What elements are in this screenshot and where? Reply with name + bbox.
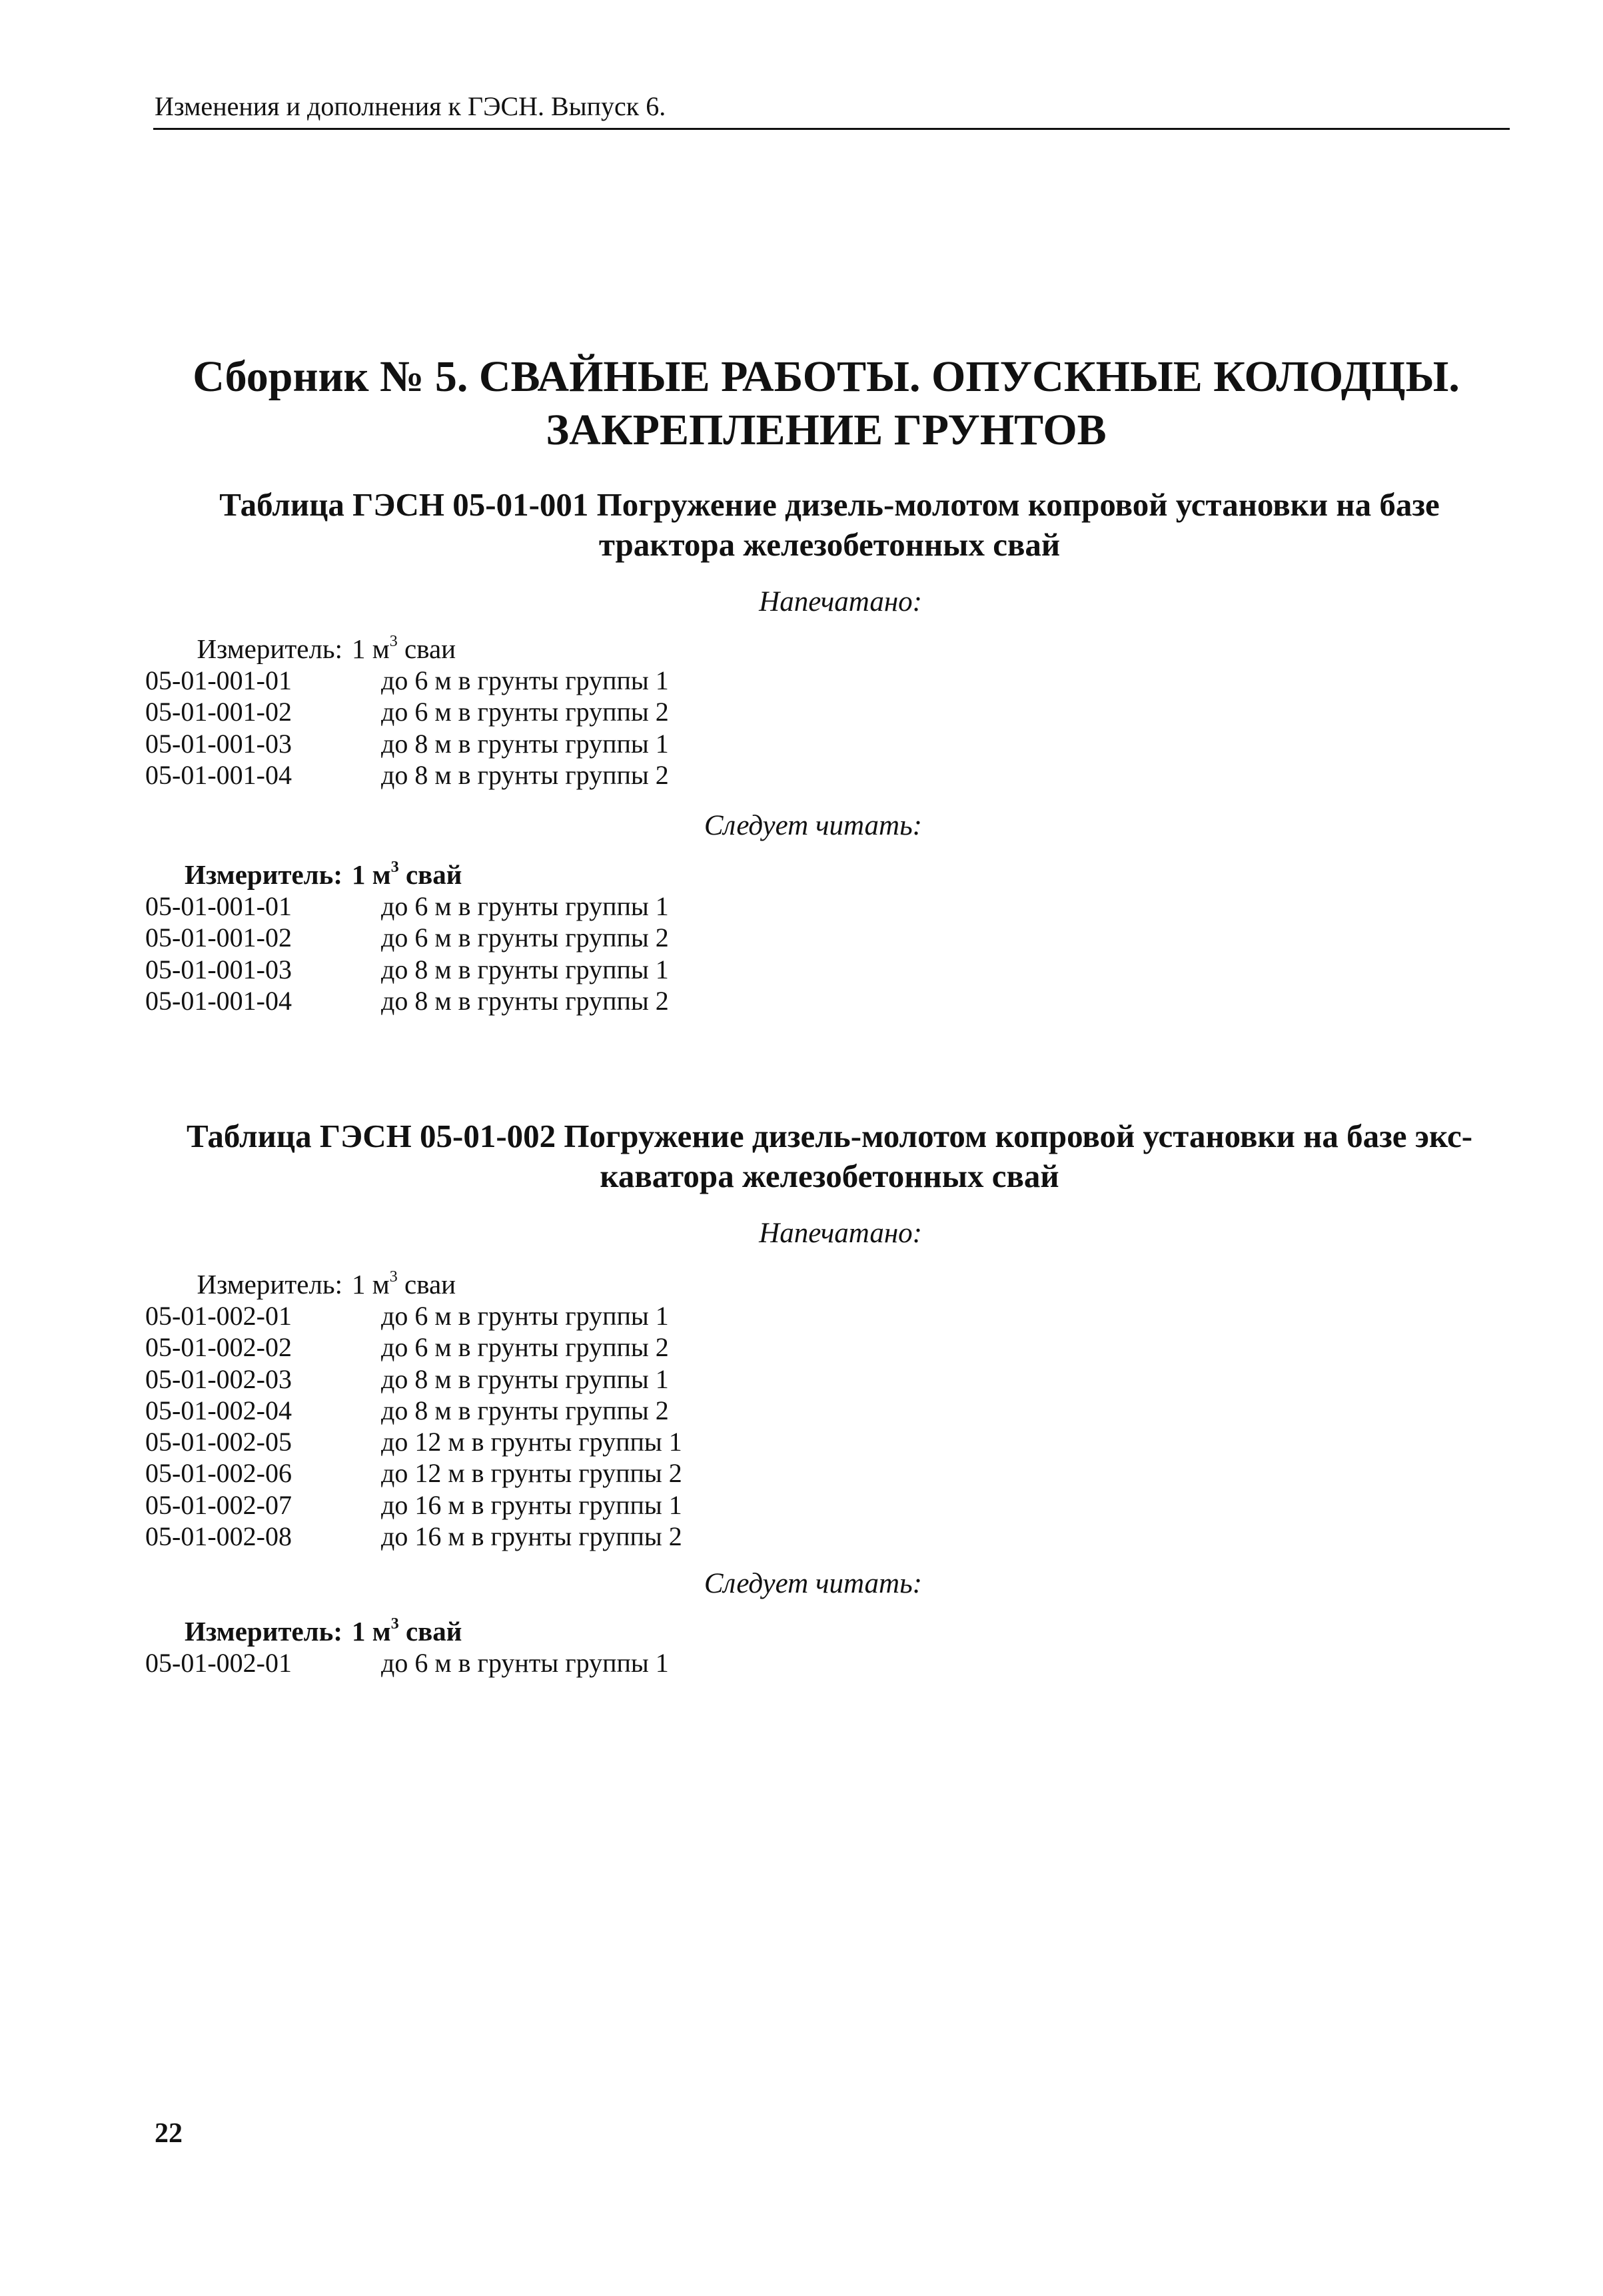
row-desc: до 8 м в грунты группы 1	[381, 1363, 669, 1394]
row-desc: до 6 м в грунты группы 1	[381, 1301, 669, 1331]
table-row	[145, 891, 745, 922]
row-code: 05-01-002-04	[145, 1395, 292, 1425]
table1-printed-block	[145, 633, 745, 791]
table-row	[145, 759, 745, 791]
row-desc: до 8 м в грунты группы 2	[381, 1395, 669, 1425]
row-desc: до 12 м в грунты группы 1	[381, 1427, 682, 1457]
row-desc: до 16 м в грунты группы 1	[381, 1489, 682, 1520]
row-code: 05-01-001-03	[145, 728, 292, 759]
table-row	[145, 1521, 745, 1552]
table-row	[145, 1332, 745, 1363]
row-code: 05-01-001-02	[145, 923, 292, 953]
measure-value: 1 $м^3$ сваи	[352, 633, 456, 664]
row-desc: до 12 м в грунты группы 2	[381, 1458, 682, 1489]
table-row	[145, 665, 745, 696]
measure-value: 1 $м^3$ сваи	[352, 1268, 456, 1300]
table1-title-line1: Таблица ГЭСН 05-01-001 Погружение дизель-молотом копровой установки на базе	[219, 486, 1440, 523]
running-header: Изменения и дополнения к ГЭСН. Выпуск 6.	[155, 91, 666, 121]
table1-title	[140, 485, 1519, 565]
table1-corrected-note: Следует читать:	[704, 810, 922, 841]
row-desc: до 8 м в грунты группы 2	[381, 759, 669, 790]
table1-printed-measure	[145, 633, 745, 665]
row-desc: до 8 м в грунты группы 1	[381, 954, 669, 984]
measure-label: Измеритель:	[197, 1269, 342, 1300]
table-row	[145, 1457, 745, 1489]
measure-label: Измеритель:	[197, 633, 342, 664]
table-row	[145, 1363, 745, 1395]
row-desc: до 6 м в грунты группы 2	[381, 923, 669, 953]
row-code: 05-01-002-05	[145, 1427, 292, 1457]
table-row	[145, 985, 745, 1016]
row-desc: до 16 м в грунты группы 2	[381, 1521, 682, 1552]
table-row	[145, 1426, 745, 1457]
row-desc: до 6 м в грунты группы 2	[381, 1332, 669, 1363]
table2-printed-block	[145, 1269, 745, 1552]
measure-label: Измеритель:	[184, 1616, 342, 1647]
row-desc: до 8 м в грунты группы 2	[381, 985, 669, 1016]
row-code: 05-01-002-06	[145, 1458, 292, 1489]
collection-title	[133, 350, 1519, 457]
table2-corrected-block	[145, 1616, 745, 1679]
row-desc: до 8 м в грунты группы 1	[381, 728, 669, 759]
table-row	[145, 696, 745, 727]
table2-printed-measure	[145, 1269, 745, 1300]
collection-title-line1: Сборник № 5. СВАЙНЫЕ РАБОТЫ. ОПУСКНЫЕ КОЛОДЦЫ.	[193, 352, 1460, 401]
collection-title-line2: ЗАКРЕПЛЕНИЕ ГРУНТОВ	[546, 406, 1107, 454]
table1-corrected-block	[145, 859, 745, 1016]
table1-printed-note: Напечатано:	[759, 586, 922, 617]
table-row	[145, 1395, 745, 1426]
row-code: 05-01-001-01	[145, 891, 292, 921]
row-code: 05-01-002-01	[145, 1648, 292, 1678]
row-desc: до 6 м в грунты группы 1	[381, 665, 669, 695]
row-code: 05-01-002-02	[145, 1332, 292, 1363]
row-desc: до 6 м в грунты группы 1	[381, 1648, 669, 1678]
row-code: 05-01-001-03	[145, 954, 292, 984]
row-desc: до 6 м в грунты группы 1	[381, 891, 669, 921]
table-row	[145, 954, 745, 985]
table-row	[145, 728, 745, 759]
table2-title-line1: Таблица ГЭСН 05-01-002 Погружение дизель-молотом копровой установки на базе экс-	[186, 1118, 1473, 1154]
table-row	[145, 922, 745, 953]
table2-printed-note: Напечатано:	[759, 1218, 922, 1249]
table2-title-line2: каватора железобетонных свай	[600, 1158, 1059, 1194]
row-code: 05-01-001-04	[145, 759, 292, 790]
row-code: 05-01-001-01	[145, 665, 292, 695]
row-code: 05-01-002-08	[145, 1521, 292, 1552]
row-code: 05-01-001-04	[145, 985, 292, 1016]
row-code: 05-01-002-01	[145, 1301, 292, 1331]
table1-title-line2: трактора железобетонных свай	[598, 526, 1061, 563]
measure-value: 1 $м^3$ свай	[352, 1615, 462, 1647]
row-code: 05-01-001-02	[145, 697, 292, 727]
table-row	[145, 1489, 745, 1521]
measure-label: Измеритель:	[184, 859, 342, 890]
table1-corrected-measure	[145, 859, 745, 891]
page-number: 22	[155, 2118, 183, 2149]
measure-value: 1 $м^3$ свай	[352, 859, 462, 890]
row-code: 05-01-002-03	[145, 1363, 292, 1394]
table2-corrected-note: Следует читать:	[704, 1568, 922, 1599]
header-rule	[153, 128, 1510, 130]
table2-title	[140, 1116, 1519, 1196]
table-row	[145, 1300, 745, 1332]
row-code: 05-01-002-07	[145, 1489, 292, 1520]
row-desc: до 6 м в грунты группы 2	[381, 697, 669, 727]
table2-corrected-measure	[145, 1616, 745, 1647]
table-row	[145, 1647, 745, 1679]
